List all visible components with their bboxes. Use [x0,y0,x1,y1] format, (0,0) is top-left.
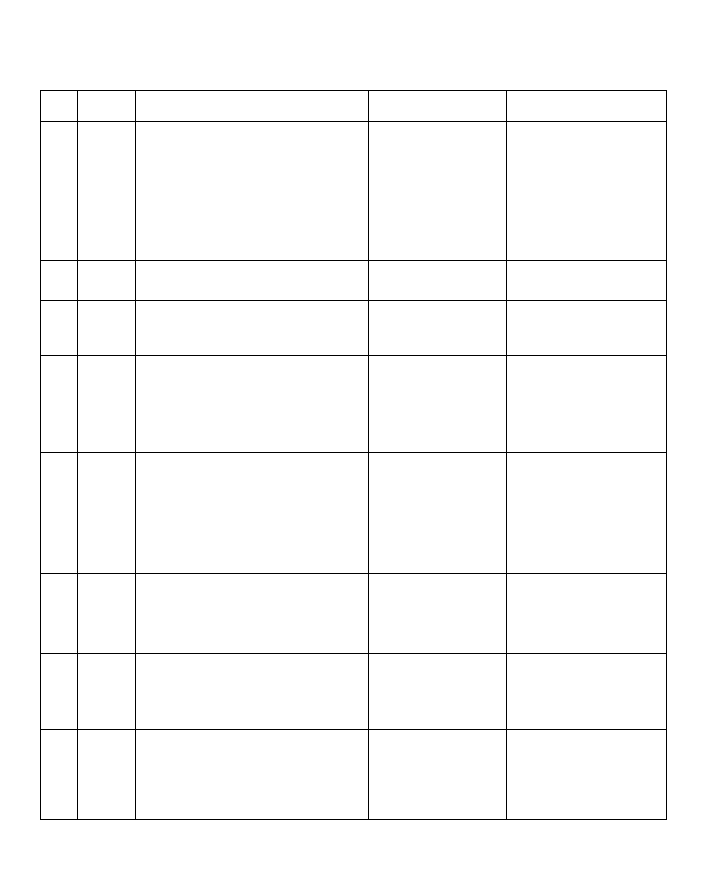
date-cell [78,261,136,301]
date-line [84,149,135,170]
date-line [84,503,135,524]
note-cell [507,356,667,453]
date-line [84,743,135,764]
place-line [375,785,506,806]
note-cell [507,261,667,301]
note-cell [507,301,667,356]
date-cell [78,356,136,453]
place-line [375,170,506,191]
place-line [375,660,506,681]
header-day [78,91,136,122]
place-line [375,233,506,254]
event-line [142,743,368,764]
event-line [142,170,368,191]
date-line [84,170,135,191]
date-line [84,660,135,681]
event-cell [136,301,369,356]
header-event [136,91,369,122]
place-line [375,128,506,149]
place-line [375,503,506,524]
event-cell [136,356,369,453]
date-line [84,764,135,785]
event-line [142,362,368,383]
event-line [142,404,368,425]
event-line [142,603,368,624]
place-line [375,582,506,603]
event-line [142,482,368,503]
header-month [41,91,78,122]
date-line [84,624,135,645]
header-place [369,91,507,122]
note-cell [507,654,667,730]
month-block [41,453,667,574]
month-cell [41,301,78,356]
event-line [142,660,368,681]
place-line [375,425,506,446]
month-block [41,356,667,453]
date-line [84,702,135,723]
month-cell [41,261,78,301]
month-block [41,122,667,261]
event-line [142,461,368,482]
event-line [142,149,368,170]
date-line [84,545,135,566]
note-cell [507,453,667,574]
date-line [84,785,135,806]
place-cell [369,574,507,654]
date-cell [78,301,136,356]
event-line [142,785,368,806]
place-cell [369,356,507,453]
event-line [142,545,368,566]
place-cell [369,301,507,356]
event-line [142,307,368,328]
place-line [375,603,506,624]
place-line [375,681,506,702]
month-cell [41,654,78,730]
place-line [375,270,506,291]
date-line [84,404,135,425]
schedule-body [41,122,667,820]
place-line [375,702,506,723]
month-block [41,654,667,730]
month-cell [41,122,78,261]
event-line [142,681,368,702]
date-line [84,233,135,254]
event-cell [136,574,369,654]
place-line [375,461,506,482]
place-line [375,149,506,170]
date-line [84,383,135,404]
event-cell [136,654,369,730]
header-row [41,91,667,122]
event-cell [136,453,369,574]
date-line [84,461,135,482]
note-cell [507,730,667,820]
month-block [41,261,667,301]
event-cell [136,261,369,301]
place-cell [369,730,507,820]
event-line [142,212,368,233]
note-cell [507,122,667,261]
date-line [84,603,135,624]
date-line [84,307,135,328]
event-line [142,128,368,149]
event-line [142,328,368,349]
date-line [84,328,135,349]
date-cell [78,574,136,654]
place-line [375,524,506,545]
event-line [142,582,368,603]
place-line [375,482,506,503]
date-cell [78,654,136,730]
date-cell [78,122,136,261]
schedule-table [40,90,667,820]
place-line [375,191,506,212]
place-cell [369,122,507,261]
event-cell [136,730,369,820]
month-cell [41,730,78,820]
event-line [142,624,368,645]
event-line [142,191,368,212]
event-line [142,764,368,785]
place-line [375,764,506,785]
place-line [375,624,506,645]
event-line [142,503,368,524]
event-line [142,425,368,446]
header-note [507,91,667,122]
place-line [375,545,506,566]
date-line [84,128,135,149]
date-line [84,524,135,545]
place-line [375,383,506,404]
place-cell [369,654,507,730]
date-line [84,582,135,603]
month-block [41,574,667,654]
note-cell [507,574,667,654]
month-cell [41,574,78,654]
month-block [41,301,667,356]
date-line [84,362,135,383]
date-cell [78,730,136,820]
month-cell [41,356,78,453]
month-cell [41,453,78,574]
date-line [84,270,135,291]
event-line [142,233,368,254]
place-line [375,404,506,425]
place-line [375,212,506,233]
event-line [142,383,368,404]
date-line [84,212,135,233]
date-line [84,191,135,212]
place-line [375,307,506,328]
month-block [41,730,667,820]
place-line [375,328,506,349]
place-line [375,362,506,383]
date-line [84,425,135,446]
event-line [142,702,368,723]
place-cell [369,453,507,574]
event-cell [136,122,369,261]
place-line [375,743,506,764]
event-line [142,270,368,291]
place-cell [369,261,507,301]
event-line [142,524,368,545]
date-line [84,482,135,503]
date-line [84,681,135,702]
date-cell [78,453,136,574]
